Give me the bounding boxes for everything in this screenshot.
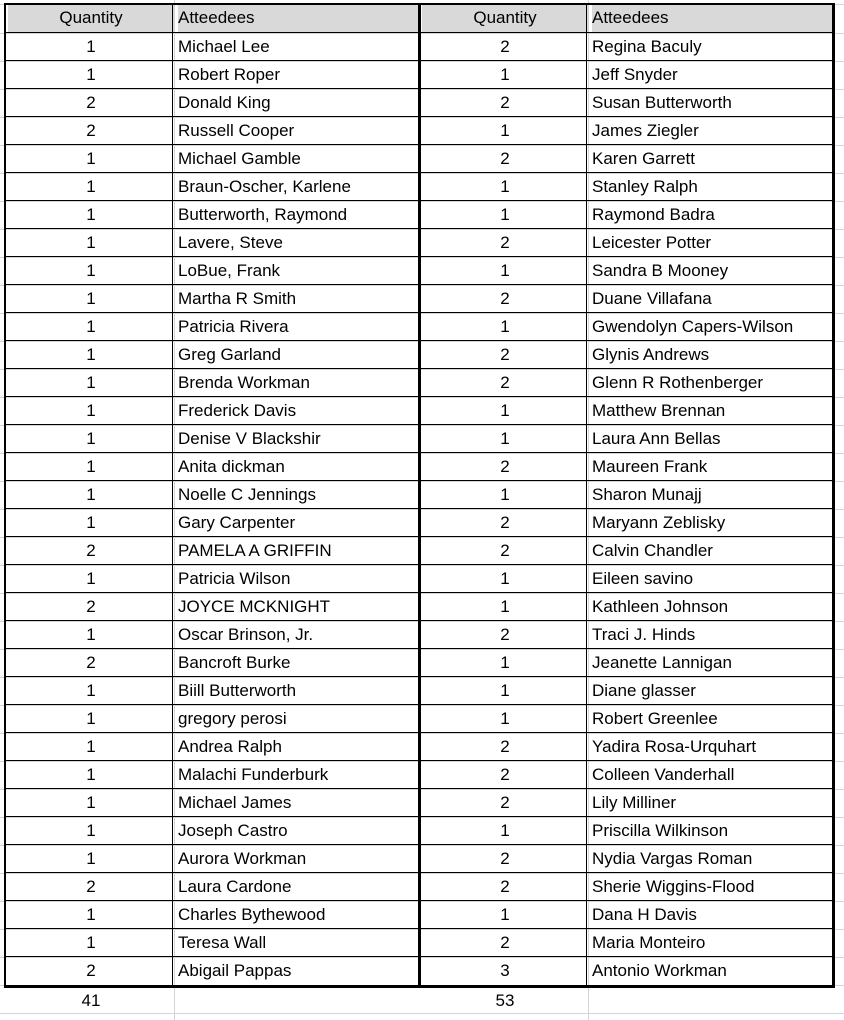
gridline-vertical [588,0,589,1020]
left-attendee-cell[interactable]: Noelle C Jennings [178,485,316,504]
right-quantity-cell[interactable]: 2 [500,457,510,476]
left-table-right-border [418,3,421,988]
right-quantity-cell[interactable]: 1 [500,569,510,588]
left-attendee-cell[interactable]: Malachi Funderburk [178,765,329,784]
left-attendee-cell[interactable]: Bancroft Burke [178,653,291,672]
right-attendee-cell[interactable]: Yadira Rosa-Urquhart [592,737,757,756]
right-attendee-cell[interactable]: Colleen Vanderhall [592,765,735,784]
left-attendee-cell[interactable]: Denise V Blackshir [178,429,321,448]
row-border [4,32,834,33]
right-attendee-cell[interactable]: Karen Garrett [592,149,695,168]
row-border [4,620,834,621]
left-attendee-cell[interactable]: Greg Garland [178,345,281,364]
right-quantity-cell[interactable]: 2 [500,345,510,364]
left-quantity-cell[interactable]: 2 [86,541,96,560]
left-attendee-cell[interactable]: Donald King [178,93,271,112]
right-quantity-cell[interactable]: 1 [500,821,510,840]
left-quantity-cell[interactable]: 1 [86,177,96,196]
left-attendee-cell[interactable]: Michael James [178,793,292,812]
left-quantity-cell[interactable]: 1 [86,681,96,700]
row-border [4,312,834,313]
left-attendee-cell[interactable]: Butterworth, Raymond [178,205,348,224]
row-border [4,704,834,705]
row-border [4,368,834,369]
right-quantity-cell[interactable]: 1 [500,177,510,196]
total-right-quantity[interactable]: 53 [495,991,515,1010]
right-quantity-cell[interactable]: 2 [500,765,510,784]
left-quantity-cell[interactable]: 1 [86,485,96,504]
right-quantity-cell[interactable]: 1 [500,261,510,280]
right-attendee-cell[interactable]: Regina Baculy [592,37,702,56]
right-attendee-cell[interactable]: Jeff Snyder [592,65,678,84]
left-attendee-cell[interactable]: Biill Butterworth [178,681,297,700]
row-border [4,676,834,677]
left-quantity-cell[interactable]: 1 [86,793,96,812]
right-attendee-cell[interactable]: Sherie Wiggins-Flood [592,877,755,896]
left-quantity-cell[interactable]: 1 [86,933,96,952]
left-attendee-cell[interactable]: Braun-Oscher, Karlene [178,177,351,196]
left-quantity-cell[interactable]: 1 [86,429,96,448]
right-attendee-cell[interactable]: Leicester Potter [592,233,712,252]
right-quantity-cell[interactable]: 1 [500,121,510,140]
right-attendee-cell[interactable]: Raymond Badra [592,205,715,224]
right-quantity-cell[interactable]: 1 [500,597,510,616]
right-attendee-cell[interactable]: Stanley Ralph [592,177,698,196]
left-quantity-cell[interactable]: 1 [86,513,96,532]
left-quantity-cell[interactable]: 1 [86,37,96,56]
row-border [4,228,834,229]
left-attendee-cell[interactable]: JOYCE MCKNIGHT [178,597,331,616]
row-border [4,844,834,845]
right-attendee-cell[interactable]: Diane glasser [592,681,696,700]
right-quantity-cell[interactable]: 2 [500,37,510,56]
left-quantity-cell[interactable]: 1 [86,65,96,84]
row-border [4,900,834,901]
left-attendee-cell[interactable]: Oscar Brinson, Jr. [178,625,314,644]
right-attendee-cell[interactable]: Laura Ann Bellas [592,429,721,448]
left-quantity-cell[interactable]: 2 [86,121,96,140]
right-attendee-cell[interactable]: Maryann Zeblisky [592,513,726,532]
right-quantity-cell[interactable]: 2 [500,849,510,868]
total-left-quantity[interactable]: 41 [81,991,101,1010]
left-table-top-border [4,3,420,5]
right-quantity-cell[interactable]: 1 [500,681,510,700]
header-left-attendees[interactable]: Atteedees [178,4,418,32]
left-quantity-cell[interactable]: 1 [86,625,96,644]
right-quantity-cell[interactable]: 2 [500,793,510,812]
right-quantity-cell[interactable]: 2 [500,737,510,756]
left-quantity-cell[interactable]: 1 [86,765,96,784]
left-attendee-cell[interactable]: gregory perosi [178,709,287,728]
left-attendee-cell[interactable]: Michael Gamble [178,149,301,168]
left-attendee-cell[interactable]: Patricia Wilson [178,569,291,588]
row-border [4,928,834,929]
right-table-divider [586,3,587,985]
right-quantity-cell[interactable]: 1 [500,485,510,504]
header-right-attendees[interactable]: Atteedees [592,4,832,32]
right-quantity-cell[interactable]: 2 [500,233,510,252]
right-attendee-cell[interactable]: Jeanette Lannigan [592,653,732,672]
row-border [4,452,834,453]
right-attendee-cell[interactable]: Traci J. Hinds [592,625,696,644]
left-quantity-cell[interactable]: 1 [86,149,96,168]
right-attendee-cell[interactable]: Antonio Workman [592,961,727,980]
right-quantity-cell[interactable]: 1 [500,65,510,84]
left-quantity-cell[interactable]: 1 [86,289,96,308]
right-attendee-cell[interactable]: Calvin Chandler [592,541,713,560]
row-border [4,144,834,145]
left-attendee-cell[interactable]: Andrea Ralph [178,737,282,756]
right-quantity-cell[interactable]: 1 [500,317,510,336]
left-attendee-cell[interactable]: Russell Cooper [178,121,295,140]
left-quantity-cell[interactable]: 2 [86,597,96,616]
right-quantity-cell[interactable]: 2 [500,93,510,112]
left-quantity-cell[interactable]: 1 [86,261,96,280]
right-attendee-cell[interactable]: Matthew Brennan [592,401,726,420]
right-quantity-cell[interactable]: 3 [500,961,510,980]
left-attendee-cell[interactable]: Teresa Wall [178,933,267,952]
left-quantity-cell[interactable]: 2 [86,653,96,672]
left-attendee-cell[interactable]: Anita dickman [178,457,285,476]
left-quantity-cell[interactable]: 1 [86,401,96,420]
row-border [4,760,834,761]
row-border [4,480,834,481]
right-quantity-cell[interactable]: 2 [500,513,510,532]
right-attendee-cell[interactable]: Sandra B Mooney [592,261,729,280]
row-border [4,536,834,537]
left-attendee-cell[interactable]: Charles Bythewood [178,905,326,924]
row-border [4,956,834,957]
right-quantity-cell[interactable]: 1 [500,429,510,448]
right-quantity-cell[interactable]: 2 [500,625,510,644]
right-attendee-cell[interactable]: Duane Villafana [592,289,712,308]
left-attendee-cell[interactable]: Martha R Smith [178,289,297,308]
left-attendee-cell[interactable]: Abigail Pappas [178,961,292,980]
left-quantity-cell[interactable]: 2 [86,961,96,980]
right-attendee-cell[interactable]: James Ziegler [592,121,699,140]
right-quantity-cell[interactable]: 2 [500,373,510,392]
right-attendee-cell[interactable]: Nydia Vargas Roman [592,849,753,868]
right-quantity-cell[interactable]: 1 [500,205,510,224]
left-quantity-cell[interactable]: 1 [86,569,96,588]
left-quantity-cell[interactable]: 1 [86,317,96,336]
row-border [4,424,834,425]
left-quantity-cell[interactable]: 1 [86,457,96,476]
left-table-divider [172,3,173,985]
right-table-top-border [421,3,834,5]
row-border [4,340,834,341]
right-attendee-cell[interactable]: Robert Greenlee [592,709,718,728]
left-attendee-cell[interactable]: Michael Lee [178,37,270,56]
right-attendee-cell[interactable]: Maria Monteiro [592,933,706,952]
right-table-right-border [832,3,835,988]
header-left-quantity[interactable]: Quantity [8,4,174,32]
right-quantity-cell[interactable]: 2 [500,149,510,168]
right-quantity-cell[interactable]: 2 [500,933,510,952]
row-border [4,256,834,257]
row-border [4,396,834,397]
row-border [4,732,834,733]
left-quantity-cell[interactable]: 1 [86,821,96,840]
row-border [4,788,834,789]
left-attendee-cell[interactable]: LoBue, Frank [178,261,281,280]
left-attendee-cell[interactable]: PAMELA A GRIFFIN [178,541,332,560]
right-quantity-cell[interactable]: 1 [500,709,510,728]
left-quantity-cell[interactable]: 1 [86,233,96,252]
left-quantity-cell[interactable]: 1 [86,709,96,728]
left-quantity-cell[interactable]: 1 [86,849,96,868]
left-quantity-cell[interactable]: 1 [86,345,96,364]
left-attendee-cell[interactable]: Gary Carpenter [178,513,296,532]
left-quantity-cell[interactable]: 1 [86,905,96,924]
row-border [4,592,834,593]
right-attendee-cell[interactable]: Susan Butterworth [592,93,732,112]
right-attendee-cell[interactable]: Kathleen Johnson [592,597,729,616]
row-border [4,816,834,817]
left-attendee-cell[interactable]: Robert Roper [178,65,281,84]
header-right-quantity[interactable]: Quantity [422,4,588,32]
left-attendee-cell[interactable]: Aurora Workman [178,849,307,868]
right-table-bottom-border [421,985,834,988]
left-attendee-cell[interactable]: Laura Cardone [178,877,292,896]
left-table-bottom-border [4,985,420,988]
left-attendee-cell[interactable]: Frederick Davis [178,401,297,420]
row-border [4,172,834,173]
right-quantity-cell[interactable]: 2 [500,541,510,560]
left-quantity-cell[interactable]: 1 [86,205,96,224]
row-border [4,200,834,201]
right-quantity-cell[interactable]: 1 [500,653,510,672]
right-attendee-cell[interactable]: Sharon Munajj [592,485,702,504]
left-quantity-cell[interactable]: 1 [86,737,96,756]
right-attendee-cell[interactable]: Glenn R Rothenberger [592,373,764,392]
row-border [4,508,834,509]
right-attendee-cell[interactable]: Priscilla Wilkinson [592,821,729,840]
right-quantity-cell[interactable]: 2 [500,877,510,896]
row-border [4,116,834,117]
right-quantity-cell[interactable]: 1 [500,905,510,924]
row-border [4,88,834,89]
row-border [4,872,834,873]
left-quantity-cell[interactable]: 1 [86,373,96,392]
left-attendee-cell[interactable]: Patricia Rivera [178,317,289,336]
row-border [4,60,834,61]
right-attendee-cell[interactable]: Gwendolyn Capers-Wilson [592,317,794,336]
right-attendee-cell[interactable]: Eileen savino [592,569,694,588]
row-border [4,648,834,649]
left-quantity-cell[interactable]: 2 [86,877,96,896]
gridline-vertical [174,0,175,1020]
right-quantity-cell[interactable]: 2 [500,289,510,308]
left-attendee-cell[interactable]: Lavere, Steve [178,233,283,252]
right-attendee-cell[interactable]: Lily Milliner [592,793,677,812]
left-attendee-cell[interactable]: Brenda Workman [178,373,310,392]
left-attendee-cell[interactable]: Joseph Castro [178,821,288,840]
right-attendee-cell[interactable]: Glynis Andrews [592,345,710,364]
row-border [4,564,834,565]
left-quantity-cell[interactable]: 2 [86,93,96,112]
left-table-left-border [4,3,6,988]
row-border [4,284,834,285]
right-attendee-cell[interactable]: Dana H Davis [592,905,697,924]
right-quantity-cell[interactable]: 1 [500,401,510,420]
right-attendee-cell[interactable]: Maureen Frank [592,457,708,476]
